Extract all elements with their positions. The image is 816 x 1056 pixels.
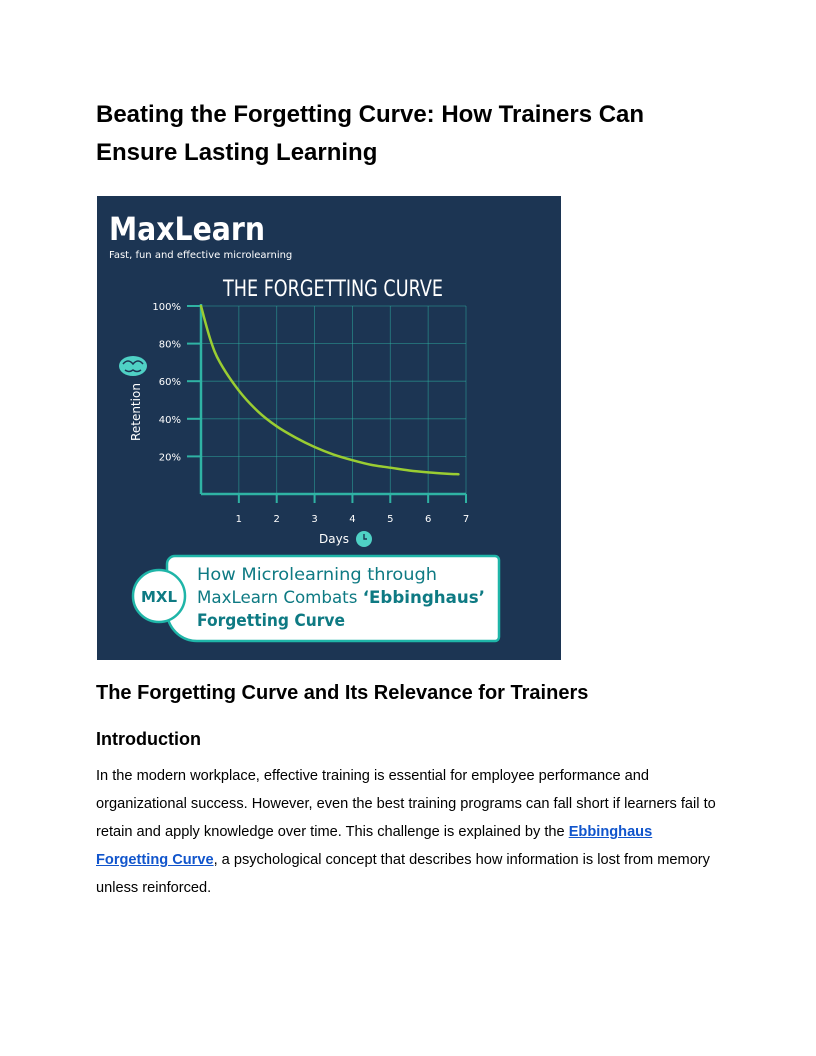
paragraph-text-start: In the modern workplace, effective training is essential for employee performance and organizational success. However, even the best training programs can fall short if learners fail to retain and apply knowledge over time. This challenge is explained by the (96, 768, 716, 840)
callout-line-2 (197, 588, 488, 608)
callout-line-2-bold: ‘Ebbinghaus’ (362, 588, 488, 608)
y-tick-label-100: 100% (152, 302, 181, 313)
forgetting-curve-line-0 (201, 306, 458, 474)
chart-series (201, 306, 458, 474)
mxl-badge: MXL (140, 588, 178, 606)
y-tick-label-40: 40% (158, 414, 181, 426)
ebbinghaus-link[interactable]: Ebbinghaus Forgetting Curve (96, 824, 653, 868)
x-axis-label: Days (319, 532, 349, 546)
document-body (96, 96, 720, 172)
callout-box (133, 556, 499, 641)
y-axis-label: Retention (129, 383, 143, 441)
callout-line-2-prefix: MaxLearn Combats (197, 588, 367, 608)
brand-tagline: Fast, fun and effective microlearning (109, 250, 293, 261)
forgetting-curve-chart (97, 196, 561, 660)
chart-title: THE FORGETTING CURVE (222, 277, 443, 302)
x-tick-label-6: 6 (424, 514, 432, 525)
introduction-heading: Introduction (96, 729, 201, 749)
x-tick-label-4: 4 (349, 514, 356, 525)
y-tick-label-20: 20% (158, 452, 181, 464)
document-title: Beating the Forgetting Curve: How Trainers Can Ensure Lasting Learning (96, 101, 645, 166)
y-tick-label-60: 60% (158, 377, 181, 389)
brain-icon (119, 356, 147, 376)
y-tick-label-80: 80% (158, 339, 181, 351)
x-tick-label-7: 7 (462, 514, 470, 525)
x-tick-label-3: 3 (311, 514, 318, 525)
forgetting-curve-infographic (97, 196, 561, 660)
clock-icon (356, 531, 372, 547)
x-tick-label-1: 1 (235, 514, 243, 525)
chart-grid (201, 306, 466, 494)
callout-line-3: Forgetting Curve (197, 611, 345, 631)
introduction-paragraph (96, 762, 726, 902)
callout-line-1: How Microlearning through (197, 565, 437, 585)
x-tick-label-2: 2 (273, 514, 280, 525)
x-tick-label-5: 5 (387, 514, 394, 525)
brand-logo: MaxLearn (109, 210, 265, 248)
section-heading: The Forgetting Curve and Its Relevance for Trainers (96, 682, 589, 704)
paragraph-text-end: , a psychological concept that describes how information is lost from memory unless reinforced. (96, 852, 710, 896)
